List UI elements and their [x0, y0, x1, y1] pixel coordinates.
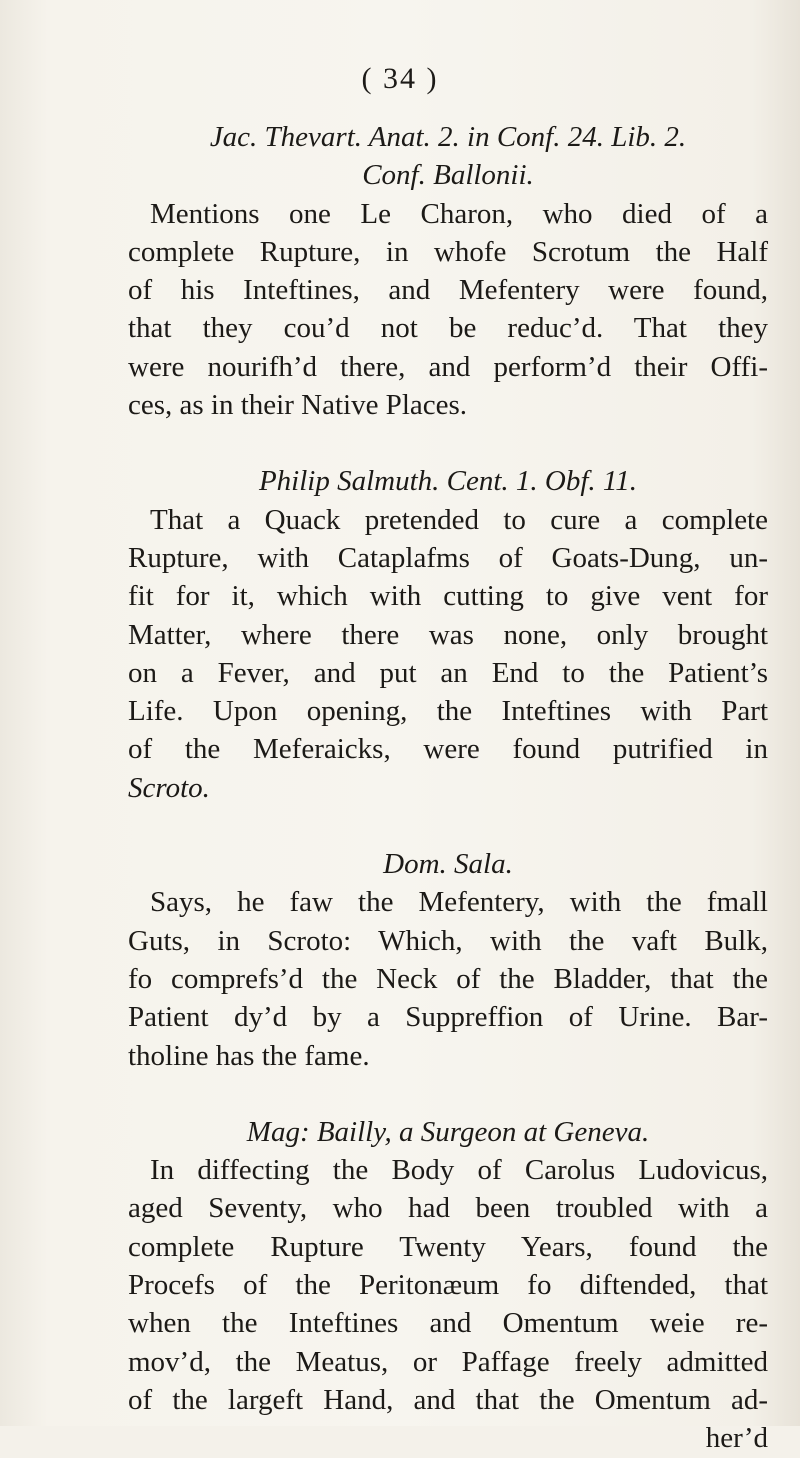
text-line: aged Seventy, who had been troubled with a	[128, 1192, 768, 1225]
text-line: when the Inteftines and Omentum weie re-	[128, 1307, 768, 1340]
text-line: That a Quack pretended to cure a complete	[150, 503, 768, 536]
text-line: of the largeft Hand, and that the Omentum ad-	[128, 1383, 768, 1416]
text-line: Rupture, with Cataplafms of Goats-Dung, un-	[128, 541, 768, 574]
text-line: Scroto.	[128, 771, 210, 804]
text-line: fo comprefs’d the Neck of the Bladder, that the	[128, 962, 768, 995]
text-line: Patient dy’d by a Suppreffion of Urine. Bar-	[128, 1001, 768, 1034]
text-line: complete Rupture Twenty Years, found the	[128, 1230, 768, 1263]
text-line: Says, he faw the Mefentery, with the fmall	[150, 886, 768, 919]
text-line: complete Rupture, in whofe Scrotum the Half	[128, 235, 768, 268]
page-text	[128, 118, 768, 1458]
text-line: Life. Upon opening, the Inteftines with Part	[128, 695, 768, 728]
text-line: were nourifh’d there, and perform’d their Offi-	[128, 350, 768, 383]
text-line: of the Meferaicks, were found putrified in	[128, 733, 768, 766]
text-line: Matter, where there was none, only brought	[128, 618, 768, 651]
text-line: Procefs of the Peritonæum fo diftended, that	[128, 1269, 768, 1302]
text-line: Mentions one Le Charon, who died of a	[150, 197, 768, 230]
text-line: ces, as in their Native Places.	[128, 389, 468, 422]
text-line: of his Inteftines, and Mefentery were found,	[128, 274, 768, 307]
text-line: fit for it, which with cutting to give vent for	[128, 580, 768, 613]
page-number: ( 34 )	[361, 62, 439, 95]
text-line: tholine has the fame.	[128, 1039, 370, 1072]
section-heading: Philip Salmuth. Cent. 1. Obf. 11.	[258, 465, 638, 498]
text-line: In diffecting the Body of Carolus Ludovicus,	[150, 1154, 768, 1187]
section-heading: Dom. Sala.	[383, 848, 513, 881]
text-line: that they cou’d not be reduc’d. That they	[128, 312, 768, 345]
section-heading: Jac. Thevart. Anat. 2. in Conf. 24. Lib. 2.	[209, 121, 687, 153]
text-line: Guts, in Scroto: Which, with the vaft Bulk,	[128, 924, 768, 957]
section-heading: Conf. Ballonii.	[362, 159, 534, 192]
section-heading: Mag: Bailly, a Surgeon at Geneva.	[246, 1115, 650, 1148]
text-line: on a Fever, and put an End to the Patient’s	[128, 656, 768, 689]
text-line: mov’d, the Meatus, or Paffage freely admitted	[128, 1345, 768, 1378]
catchword: her’d	[705, 1422, 768, 1455]
